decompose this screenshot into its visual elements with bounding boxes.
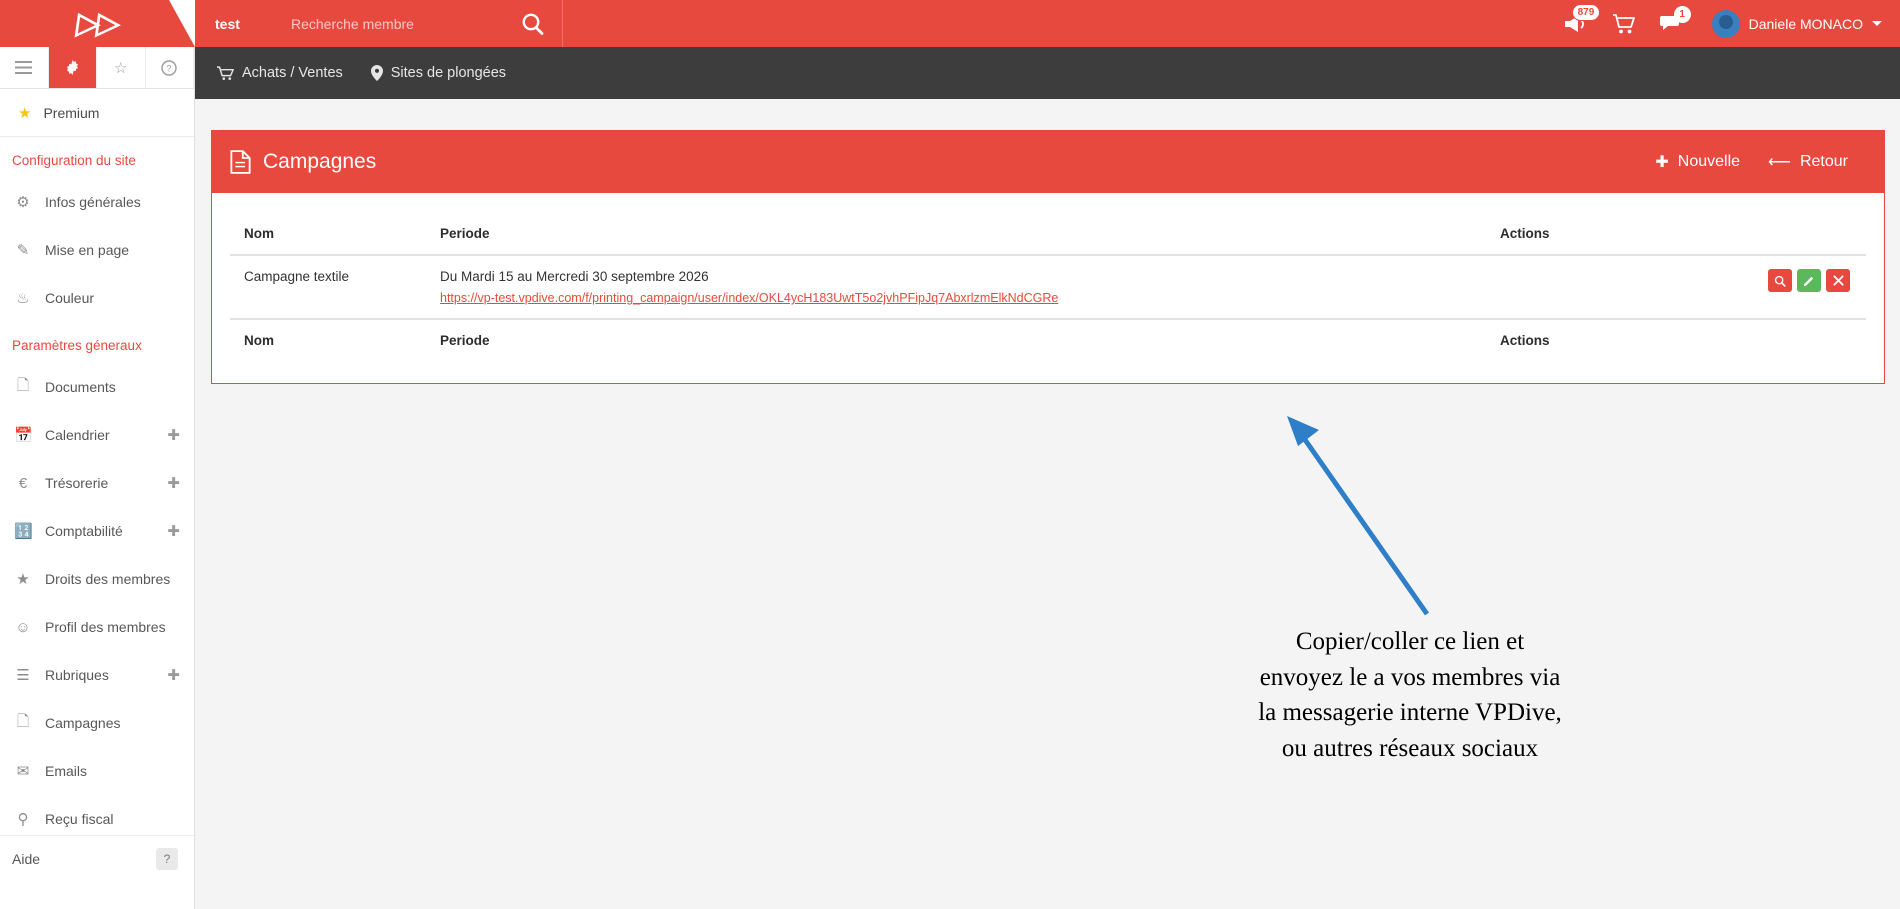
cart-button[interactable] xyxy=(1600,0,1648,47)
sidebar xyxy=(0,47,195,909)
svg-text:?: ? xyxy=(166,63,172,74)
shopping-cart-icon xyxy=(1612,13,1636,35)
sidebar-tabs xyxy=(0,47,194,89)
help-badge-icon[interactable]: ? xyxy=(156,848,178,870)
back-button[interactable] xyxy=(1754,152,1862,172)
sidebar-tab-help[interactable] xyxy=(146,47,195,88)
annotation-arrow xyxy=(1285,414,1445,624)
annotation-text xyxy=(1195,624,1625,766)
messages-badge: 1 xyxy=(1674,6,1691,23)
file-icon: 🗋 xyxy=(16,376,30,394)
nav-item-sites-de-plongees[interactable] xyxy=(371,65,506,81)
table-foot xyxy=(230,319,1866,361)
column-header-periode[interactable]: Periode xyxy=(430,213,1490,255)
campaign-link[interactable]: https://vp-test.vpdive.com/f/printing_campaign/user/index/OKL4ycH183UwtT5o2jvhPFipJq7AbxrlzmElkNdCGRe xyxy=(440,291,1059,305)
footer-actions: Actions xyxy=(1490,319,1866,361)
cross-icon xyxy=(1833,275,1844,286)
sidebar-item-droits-des-membres[interactable] xyxy=(0,555,194,603)
table-row xyxy=(230,255,1866,319)
nav-item-label: Sites de plongées xyxy=(390,65,507,81)
periode-text: Du Mardi 15 au Mercredi 30 septembre 2026 xyxy=(440,269,709,284)
sidebar-item-profil-des-membres[interactable] xyxy=(0,603,194,651)
footer-periode: Periode xyxy=(430,319,1490,361)
receipt-icon: ⚲ xyxy=(17,811,29,828)
list-icon: ☰ xyxy=(16,667,30,684)
euro-icon: € xyxy=(18,474,28,492)
sidebar-item-label: Documents xyxy=(45,379,116,395)
sidebar-section-general: Paramètres géneraux xyxy=(12,338,142,353)
page-title xyxy=(230,150,376,174)
cell-nom: Campagne textile xyxy=(230,255,430,319)
table-header-row xyxy=(230,213,1866,255)
sidebar-tab-favorites[interactable] xyxy=(97,47,146,88)
sidebar-item-label: Calendrier xyxy=(45,427,110,443)
pencil-icon xyxy=(1803,275,1815,287)
table-head xyxy=(230,213,1866,255)
calendar-icon: 📅 xyxy=(14,427,33,444)
star-icon: ☆ xyxy=(114,59,128,77)
sidebar-tab-settings[interactable] xyxy=(49,47,98,88)
sidebar-item-label: Mise en page xyxy=(45,242,130,258)
envelope-icon: ✉ xyxy=(16,763,30,780)
sidebar-item-label: Premium xyxy=(43,104,100,121)
sidebar-help-label: Aide xyxy=(12,850,41,867)
user-icon: ☺ xyxy=(15,618,31,636)
search-input[interactable] xyxy=(277,0,504,47)
cell-periode xyxy=(430,255,1490,319)
sidebar-item-label: Rubriques xyxy=(45,667,109,683)
document-icon xyxy=(230,150,251,174)
magnifier-icon xyxy=(1774,275,1786,287)
search-button[interactable] xyxy=(504,0,562,47)
sidebar-item-premium[interactable] xyxy=(0,89,194,137)
new-campaign-button[interactable] xyxy=(1641,152,1754,172)
caret-down-icon xyxy=(1872,21,1882,26)
sidebar-item-label: Emails xyxy=(45,763,88,779)
sidebar-item-label: Comptabilité xyxy=(45,523,123,539)
arrow-left-icon: ⟵ xyxy=(1768,154,1791,171)
sidebar-item-comptabilite[interactable] xyxy=(0,507,194,555)
annotation-line-4: ou autres réseaux sociaux xyxy=(1281,734,1539,762)
file-icon: 🗋 xyxy=(16,712,30,730)
sidebar-section-site: Configuration du site xyxy=(12,153,136,168)
plus-icon: ✚ xyxy=(1655,154,1669,171)
site-name: test xyxy=(195,0,277,47)
expand-plus-icon[interactable]: ✚ xyxy=(167,523,180,540)
map-pin-icon xyxy=(371,65,383,81)
back-button-label: Retour xyxy=(1799,153,1848,170)
table-body xyxy=(230,255,1866,319)
sidebar-item-label: Reçu fiscal xyxy=(45,811,114,827)
vpdive-logo-icon: ▷▷ xyxy=(75,7,120,40)
expand-plus-icon[interactable]: ✚ xyxy=(167,427,180,444)
sidebar-item-emails[interactable] xyxy=(0,747,194,795)
hamburger-icon xyxy=(15,61,32,74)
star-icon: ★ xyxy=(16,571,30,588)
sidebar-item-campagnes[interactable] xyxy=(0,699,194,747)
brush-icon: ✎ xyxy=(16,242,30,259)
cart-icon xyxy=(217,66,234,81)
notifications-button[interactable] xyxy=(1550,0,1600,47)
gear-icon xyxy=(64,59,81,76)
edit-action-button[interactable] xyxy=(1797,269,1821,292)
annotation-line-2: envoyez le a vos membres via xyxy=(1259,663,1561,691)
messages-button[interactable] xyxy=(1648,0,1700,47)
notifications-badge: 879 xyxy=(1572,4,1601,21)
calculator-icon: 🔢 xyxy=(14,523,33,540)
logo-corner-decoration xyxy=(169,0,195,47)
delete-action-button[interactable] xyxy=(1826,269,1850,292)
sidebar-item-label: Trésorerie xyxy=(45,475,109,491)
page-title-label: Campagnes xyxy=(263,150,377,173)
panel-body xyxy=(212,193,1884,383)
table-footer-row xyxy=(230,319,1866,361)
column-header-nom[interactable]: Nom xyxy=(230,213,430,255)
sidebar-item-mise-en-page[interactable] xyxy=(0,226,194,274)
annotation-line-1: Copier/coller ce lien et xyxy=(1295,628,1525,655)
avatar xyxy=(1712,10,1740,38)
sidebar-item-tresorerie[interactable] xyxy=(0,459,194,507)
sidebar-item-couleur[interactable] xyxy=(0,274,194,322)
star-icon: ★ xyxy=(18,104,32,122)
campaigns-table xyxy=(230,213,1866,361)
sidebar-tab-menu[interactable] xyxy=(0,47,49,88)
question-circle-icon xyxy=(161,60,177,76)
sidebar-item-label: Couleur xyxy=(45,290,95,306)
droplet-icon: ♨ xyxy=(16,290,30,307)
new-campaign-label: Nouvelle xyxy=(1677,153,1741,170)
footer-nom: Nom xyxy=(230,319,430,361)
nav-item-label: Achats / Ventes xyxy=(242,65,343,81)
search-icon xyxy=(520,11,546,37)
sidebar-item-label: Campagnes xyxy=(45,715,121,731)
gear-icon: ⚙ xyxy=(16,194,30,211)
expand-plus-icon[interactable]: ✚ xyxy=(167,667,180,684)
annotation-line-3: la messagerie interne VPDive, xyxy=(1258,699,1562,726)
sidebar-item-documents[interactable] xyxy=(0,363,194,411)
user-name-label: Daniele MONACO xyxy=(1748,15,1863,32)
column-header-actions: Actions xyxy=(1490,213,1866,255)
app-logo[interactable] xyxy=(0,0,195,47)
user-menu[interactable] xyxy=(1700,0,1900,47)
panel-header xyxy=(212,131,1884,193)
main-content xyxy=(195,99,1900,909)
cell-actions xyxy=(1490,255,1866,319)
campagnes-panel xyxy=(211,130,1885,384)
sidebar-item-label: Droits des membres xyxy=(45,571,171,587)
sidebar-item-label: Infos générales xyxy=(45,194,141,210)
nav-item-achats-ventes[interactable] xyxy=(217,65,343,81)
secondary-nav xyxy=(195,47,1900,99)
row-actions xyxy=(1500,269,1850,292)
sidebar-item-calendrier[interactable] xyxy=(0,411,194,459)
search-zone xyxy=(277,0,563,47)
sidebar-item-infos-generales[interactable] xyxy=(0,178,194,226)
view-action-button[interactable] xyxy=(1768,269,1792,292)
sidebar-item-label: Profil des membres xyxy=(45,619,166,635)
sidebar-help xyxy=(0,835,194,881)
sidebar-item-rubriques[interactable] xyxy=(0,651,194,699)
top-bar xyxy=(0,0,1900,47)
expand-plus-icon[interactable]: ✚ xyxy=(167,475,180,492)
